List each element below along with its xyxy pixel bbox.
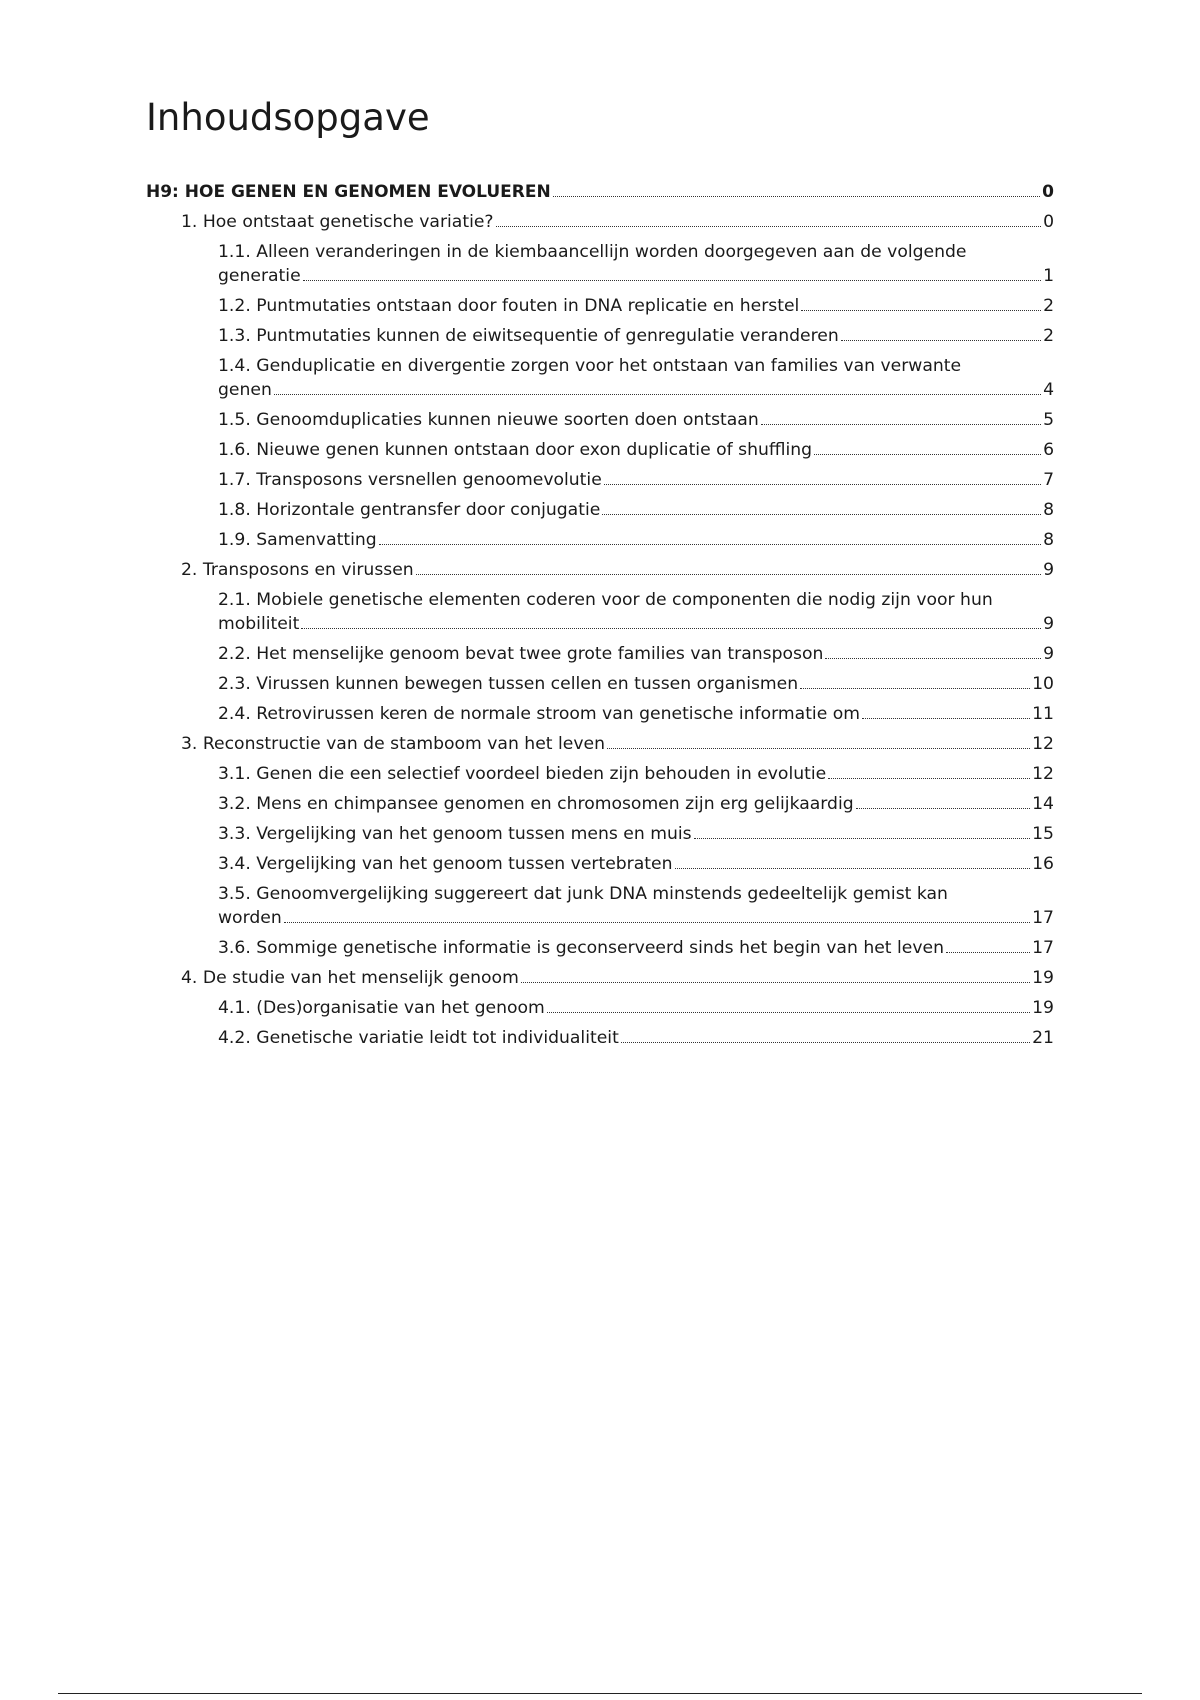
toc-entry-4-2[interactable] bbox=[146, 1026, 1054, 1050]
toc-page-number: 19 bbox=[1032, 998, 1054, 1018]
toc-entry-text: 4.2. Genetische variatie leidt tot individualiteit bbox=[218, 1028, 619, 1048]
toc-entry-text: 3.2. Mens en chimpansee genomen en chromosomen zijn erg gelijkaardig bbox=[218, 794, 854, 814]
toc-page-number: 17 bbox=[1032, 938, 1054, 958]
dot-leader bbox=[607, 748, 1030, 749]
toc-entry-text-line1: 1.1. Alleen veranderingen in de kiembaancellijn worden doorgegeven aan de volgende bbox=[218, 242, 967, 262]
dot-leader bbox=[521, 982, 1030, 983]
toc-entry-3[interactable] bbox=[146, 732, 1054, 756]
dot-leader bbox=[856, 808, 1030, 809]
dot-leader bbox=[694, 838, 1031, 839]
toc-page-number: 1 bbox=[1043, 266, 1054, 286]
toc-entry-3-4[interactable] bbox=[146, 852, 1054, 876]
toc-page-number: 12 bbox=[1032, 764, 1054, 784]
toc-page-number: 0 bbox=[1043, 212, 1054, 232]
toc-entry-3-3[interactable] bbox=[146, 822, 1054, 846]
footer-divider bbox=[58, 1693, 1142, 1694]
toc-entry-text-line1: 1.4. Genduplicatie en divergentie zorgen voor het ontstaan van families van verwante bbox=[218, 356, 962, 376]
dot-leader bbox=[761, 424, 1041, 425]
toc-entry-1[interactable] bbox=[146, 210, 1054, 234]
toc-entry-text: 2.4. Retrovirussen keren de normale stroom van genetische informatie om bbox=[218, 704, 861, 724]
dot-leader bbox=[801, 310, 1041, 311]
toc-page-number: 9 bbox=[1043, 614, 1054, 634]
dot-leader bbox=[800, 688, 1030, 689]
toc-entry-2[interactable] bbox=[146, 558, 1054, 582]
toc-entry-2-3[interactable] bbox=[146, 672, 1054, 696]
dot-leader bbox=[496, 226, 1042, 227]
toc-page-number: 2 bbox=[1043, 326, 1054, 346]
toc-page-number: 12 bbox=[1032, 734, 1054, 754]
toc-entry-text-line2: generatie bbox=[218, 266, 301, 286]
toc-entry-text: 3.3. Vergelijking van het genoom tussen mens en muis bbox=[218, 824, 692, 844]
toc-entry-text-line2: worden bbox=[218, 908, 282, 928]
toc-entry-text-line1: 2.1. Mobiele genetische elementen coderen voor de componenten die nodig zijn voor hun bbox=[218, 590, 993, 610]
toc-entry-text: 1.5. Genoomduplicaties kunnen nieuwe soorten doen ontstaan bbox=[218, 410, 759, 430]
toc-entry-4[interactable] bbox=[146, 966, 1054, 990]
toc-entry-text: 1.3. Puntmutaties kunnen de eiwitsequentie of genregulatie veranderen bbox=[218, 326, 839, 346]
toc-page-number: 10 bbox=[1032, 674, 1054, 694]
toc-page-number: 14 bbox=[1032, 794, 1054, 814]
toc-page-number: 17 bbox=[1032, 908, 1054, 928]
toc-page-number: 9 bbox=[1043, 644, 1054, 664]
dot-leader bbox=[379, 544, 1041, 545]
toc-page-number: 19 bbox=[1032, 968, 1054, 988]
dot-leader bbox=[604, 484, 1041, 485]
toc-entry-text: 1.9. Samenvatting bbox=[218, 530, 377, 550]
toc-page-number: 0 bbox=[1042, 182, 1054, 202]
toc-entry-text: 4.1. (Des)organisatie van het genoom bbox=[218, 998, 545, 1018]
toc-page-number: 21 bbox=[1032, 1028, 1054, 1048]
toc-entry-4-1[interactable] bbox=[146, 996, 1054, 1020]
dot-leader bbox=[621, 1042, 1030, 1043]
toc-entry-1-5[interactable] bbox=[146, 408, 1054, 432]
dot-leader bbox=[814, 454, 1041, 455]
toc-entry-3-5[interactable] bbox=[146, 882, 1054, 930]
toc-entry-1-7[interactable] bbox=[146, 468, 1054, 492]
dot-leader bbox=[946, 952, 1030, 953]
toc-entry-3-1[interactable] bbox=[146, 762, 1054, 786]
toc-entry-1-1[interactable] bbox=[146, 240, 1054, 288]
toc-entry-1-2[interactable] bbox=[146, 294, 1054, 318]
dot-leader bbox=[828, 778, 1030, 779]
toc-entry-1-6[interactable] bbox=[146, 438, 1054, 462]
toc-entry-text-line1: 3.5. Genoomvergelijking suggereert dat junk DNA minstends gedeeltelijk gemist kan bbox=[218, 884, 948, 904]
toc-entry-1-9[interactable] bbox=[146, 528, 1054, 552]
toc-page-number: 5 bbox=[1043, 410, 1054, 430]
toc-page-number: 6 bbox=[1043, 440, 1054, 460]
toc-entry-text: 2.3. Virussen kunnen bewegen tussen cellen en tussen organismen bbox=[218, 674, 799, 694]
dot-leader bbox=[301, 628, 1041, 629]
toc-entry-text: 3.1. Genen die een selectief voordeel bieden zijn behouden in evolutie bbox=[218, 764, 827, 784]
toc-page-number: 7 bbox=[1043, 470, 1054, 490]
toc-entry-1-8[interactable] bbox=[146, 498, 1054, 522]
toc-entry-text: 1.7. Transposons versnellen genoomevolutie bbox=[218, 470, 602, 490]
toc-page-number: 11 bbox=[1032, 704, 1054, 724]
page-title: Inhoudsopgave bbox=[146, 96, 430, 139]
dot-leader bbox=[675, 868, 1031, 869]
table-of-contents bbox=[146, 180, 1054, 1056]
dot-leader bbox=[284, 922, 1030, 923]
dot-leader bbox=[841, 340, 1041, 341]
toc-entry-text: H9: HOE GENEN EN GENOMEN EVOLUEREN bbox=[146, 182, 551, 202]
toc-page-number: 2 bbox=[1043, 296, 1054, 316]
toc-entry-text: 4. De studie van het menselijk genoom bbox=[181, 968, 519, 988]
toc-entry-h9[interactable] bbox=[146, 180, 1054, 204]
toc-entry-text-line2: mobiliteit bbox=[218, 614, 300, 634]
toc-entry-text-line2: genen bbox=[218, 380, 272, 400]
toc-entry-text: 1. Hoe ontstaat genetische variatie? bbox=[181, 212, 494, 232]
toc-entry-text: 3.4. Vergelijking van het genoom tussen vertebraten bbox=[218, 854, 673, 874]
toc-entry-text: 1.6. Nieuwe genen kunnen ontstaan door exon duplicatie of shuffling bbox=[218, 440, 813, 460]
toc-page-number: 8 bbox=[1043, 530, 1054, 550]
dot-leader bbox=[553, 196, 1040, 197]
toc-entry-text: 1.8. Horizontale gentransfer door conjugatie bbox=[218, 500, 601, 520]
toc-entry-text: 2.2. Het menselijke genoom bevat twee grote families van transposon bbox=[218, 644, 824, 664]
toc-page-number: 9 bbox=[1043, 560, 1054, 580]
toc-page-number: 16 bbox=[1032, 854, 1054, 874]
toc-page-number: 4 bbox=[1043, 380, 1054, 400]
toc-entry-2-4[interactable] bbox=[146, 702, 1054, 726]
toc-entry-text: 1.2. Puntmutaties ontstaan door fouten in DNA replicatie en herstel bbox=[218, 296, 800, 316]
toc-entry-2-2[interactable] bbox=[146, 642, 1054, 666]
toc-entry-text: 3.6. Sommige genetische informatie is geconserveerd sinds het begin van het leven bbox=[218, 938, 944, 958]
dot-leader bbox=[862, 718, 1030, 719]
toc-page-number: 8 bbox=[1043, 500, 1054, 520]
dot-leader bbox=[825, 658, 1041, 659]
dot-leader bbox=[274, 394, 1041, 395]
dot-leader bbox=[303, 280, 1041, 281]
toc-entry-text: 2. Transposons en virussen bbox=[181, 560, 414, 580]
toc-page-number: 15 bbox=[1032, 824, 1054, 844]
dot-leader bbox=[416, 574, 1041, 575]
toc-entry-3-6[interactable] bbox=[146, 936, 1054, 960]
toc-entry-1-3[interactable] bbox=[146, 324, 1054, 348]
dot-leader bbox=[547, 1012, 1030, 1013]
toc-entry-3-2[interactable] bbox=[146, 792, 1054, 816]
dot-leader bbox=[602, 514, 1041, 515]
toc-entry-2-1[interactable] bbox=[146, 588, 1054, 636]
toc-entry-1-4[interactable] bbox=[146, 354, 1054, 402]
toc-entry-text: 3. Reconstructie van de stamboom van het leven bbox=[181, 734, 605, 754]
